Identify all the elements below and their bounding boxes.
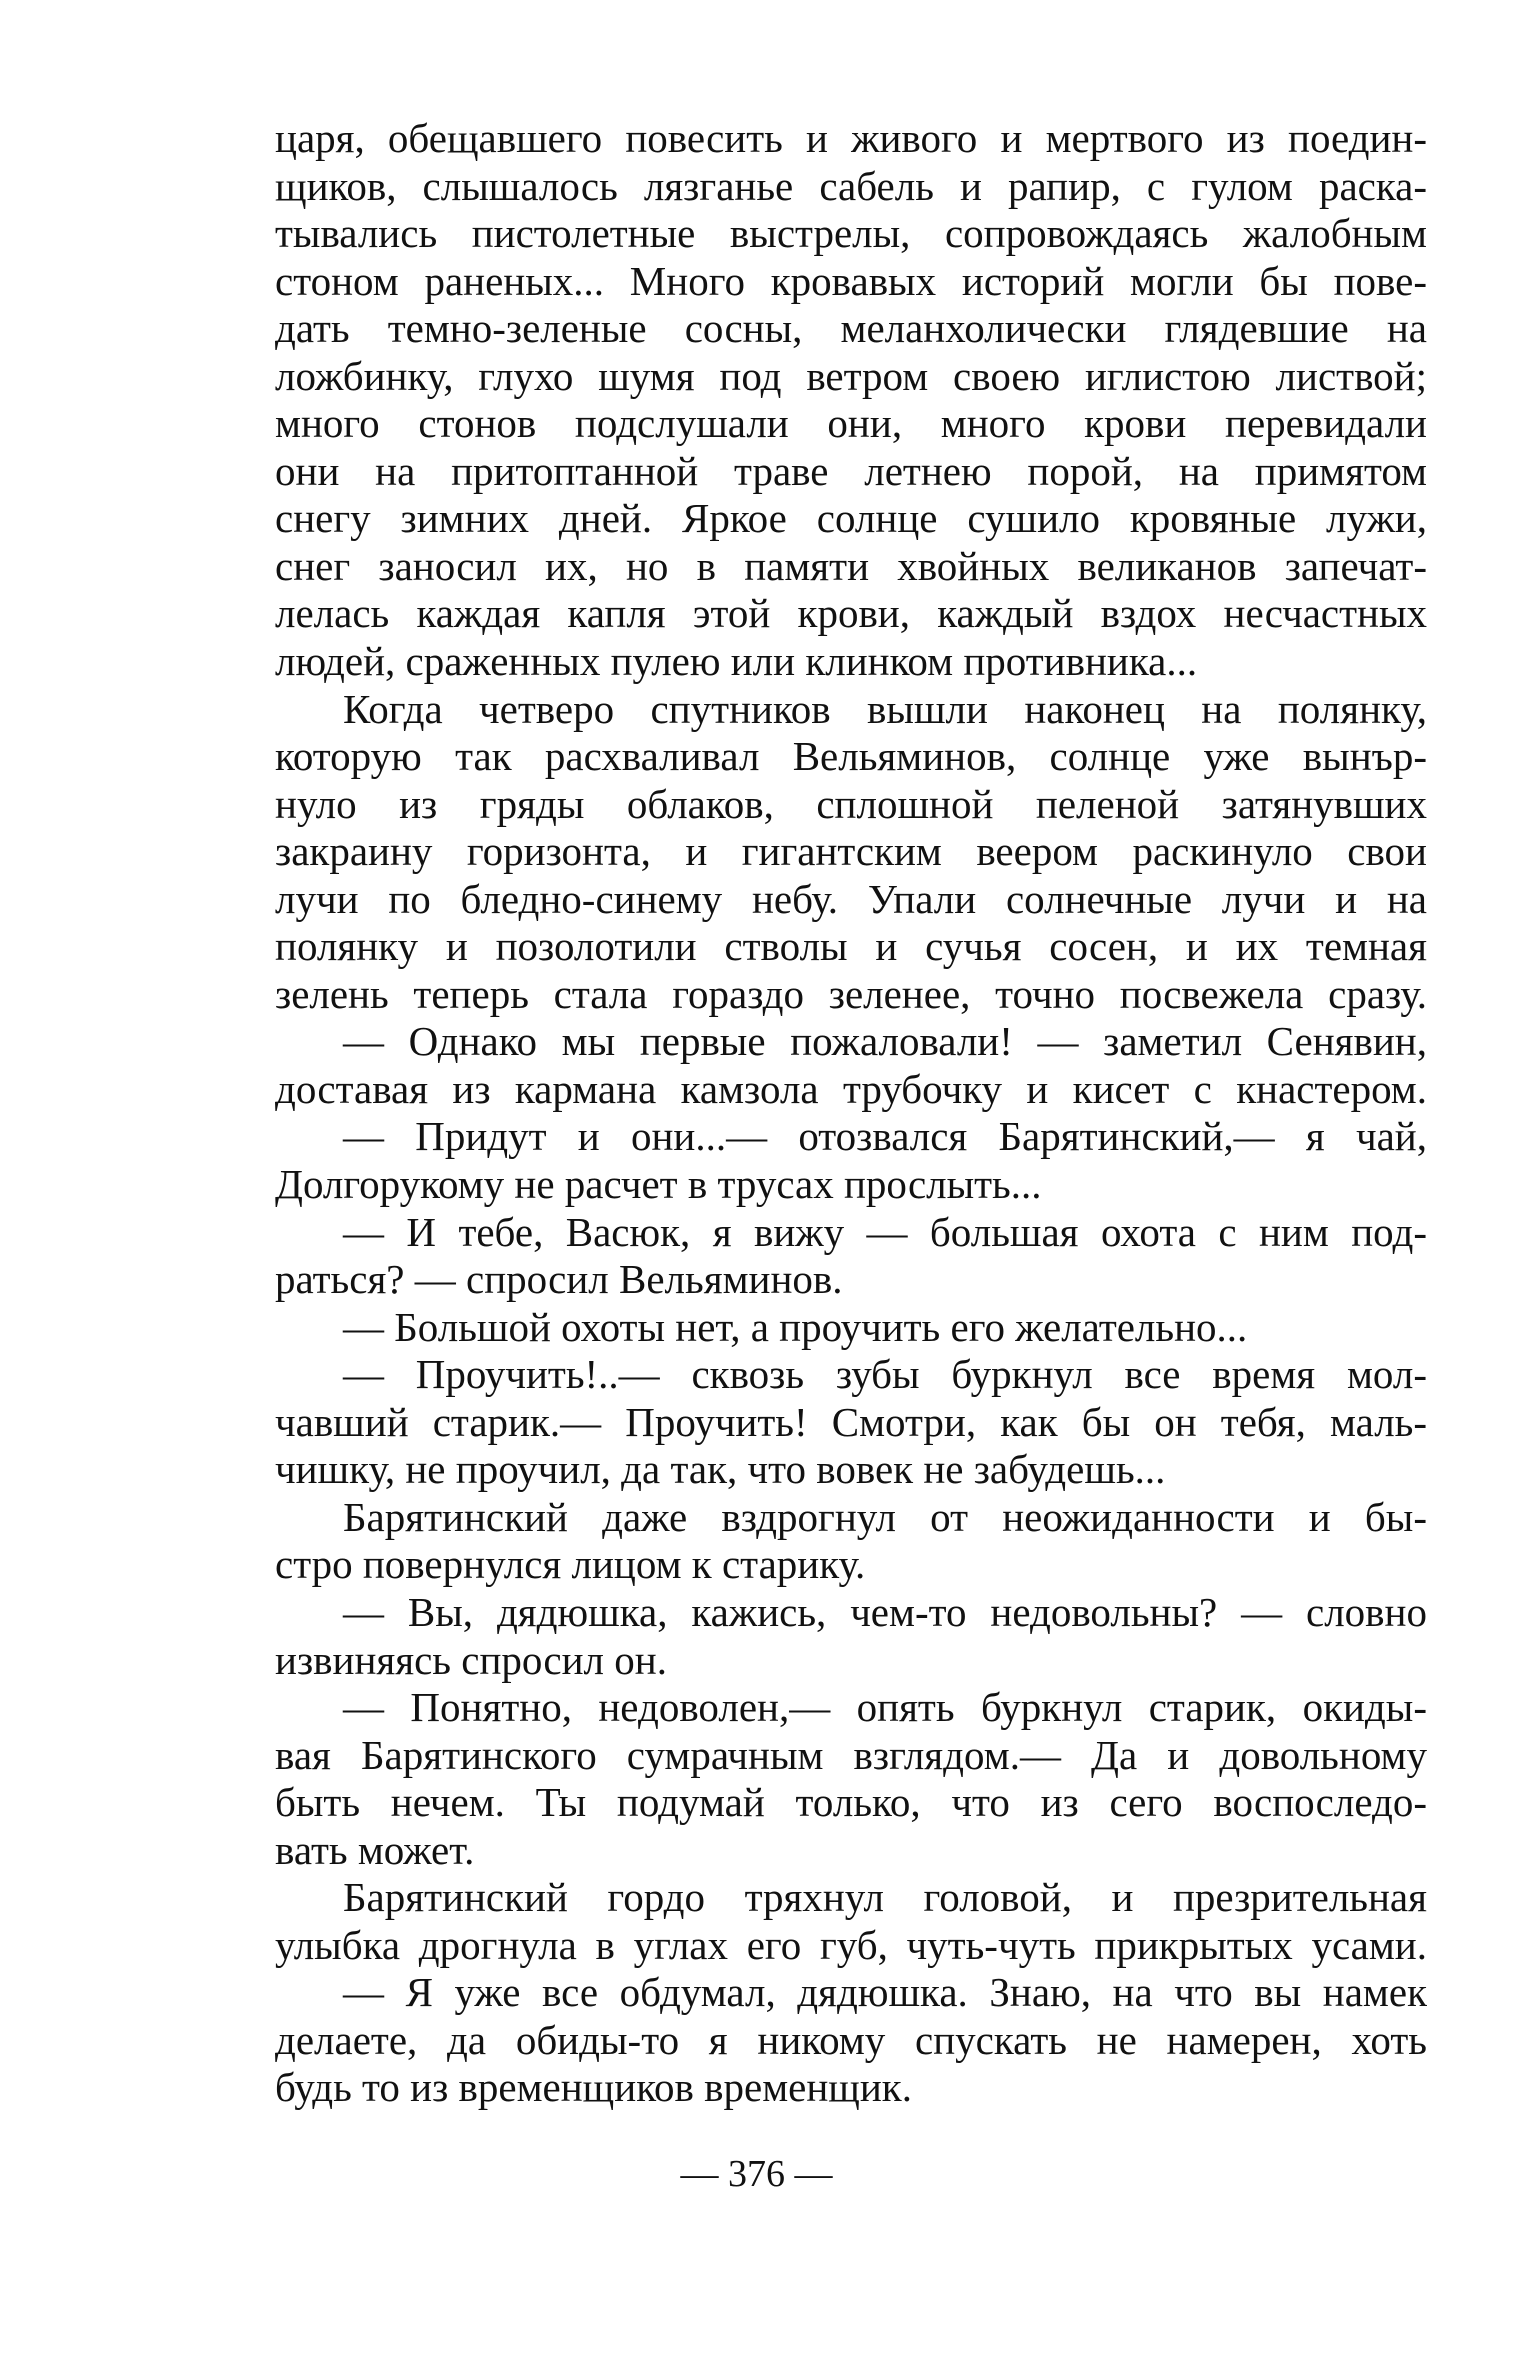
text-line: Долгорукому не расчет в трусах прослыть... xyxy=(275,1161,1042,1208)
text-line: Когда четверо спутников вышли наконец на полянку, xyxy=(343,685,1427,732)
text-line: тывались пистолетные выстрелы, сопровождаясь жалобным xyxy=(275,210,1427,257)
text-line: стро повернулся лицом к старику. xyxy=(275,1541,866,1588)
text-line: — Большой охоты нет, а проучить его желательно... xyxy=(343,1303,1248,1350)
text-line: нуло из гряды облаков, сплошной пеленой затянувших xyxy=(275,780,1427,827)
text-line: стоном раненых... Много кровавых историй могли бы пове- xyxy=(275,257,1427,304)
text-line: — Я уже все обдумал, дядюшка. Знаю, на что вы намек xyxy=(343,1969,1427,2016)
text-line: лучи по бледно-синему небу. Упали солнечные лучи и на xyxy=(275,875,1427,922)
text-line: полянку и позолотили стволы и сучья сосен, и их темная xyxy=(275,923,1427,970)
text-line: — Проучить!..— сквозь зубы буркнул все время мол- xyxy=(343,1351,1427,1398)
text-line: вать может. xyxy=(275,1826,475,1873)
text-line: — Однако мы первые пожаловали! — заметил Сенявин, xyxy=(343,1018,1427,1065)
text-line: снегу зимних дней. Яркое солнце сушило кровяные лужи, xyxy=(275,495,1427,542)
text-line: людей, сраженных пулею или клинком противника... xyxy=(275,638,1198,685)
text-line: вая Барятинского сумрачным взглядом.— Да и довольному xyxy=(275,1731,1427,1778)
text-line: — Придут и они...— отозвался Барятинский,— я чай, xyxy=(343,1113,1427,1160)
text-line: — Вы, дядюшка, кажись, чем-то недовольны? — словно xyxy=(343,1588,1427,1635)
text-line: Барятинский гордо тряхнул головой, и презрительная xyxy=(343,1874,1427,1921)
text-line: они на притоптанной траве летнею порой, на примятом xyxy=(275,447,1427,494)
text-line: — И тебе, Васюк, я вижу — большая охота с ним под- xyxy=(343,1208,1427,1255)
text-line: — Понятно, недоволен,— опять буркнул старик, окиды- xyxy=(343,1684,1427,1731)
text-line: лелась каждая капля этой крови, каждый вздох несчастных xyxy=(275,590,1427,637)
text-line: царя, обещавшего повесить и живого и мертвого из поедин- xyxy=(275,115,1427,161)
text-line: зелень теперь стала гораздо зеленее, точно посвежела сразу. xyxy=(275,970,1427,1017)
text-line: делаете, да обиды-то я никому спускать не намерен, хоть xyxy=(275,2016,1427,2063)
text-line: много стонов подслушали они, много крови перевидали xyxy=(275,400,1427,447)
text-line: раться? — спросил Вельяминов. xyxy=(275,1256,843,1303)
body-text xyxy=(275,115,1427,2112)
text-line: улыбка дрогнула в углах его губ, чуть-чуть прикрытых усами. xyxy=(275,1921,1427,1968)
text-line: которую так расхваливал Вельяминов, солнце уже вынър- xyxy=(275,733,1427,780)
text-line: Барятинский даже вздрогнул от неожиданности и бы- xyxy=(343,1493,1427,1540)
text-line: быть нечем. Ты подумай только, что из сего воспоследо- xyxy=(275,1779,1427,1826)
text-line: чавший старик.— Проучить! Смотри, как бы он тебя, маль- xyxy=(275,1398,1427,1445)
text-line: чишку, не проучил, да так, что вовек не забудешь... xyxy=(275,1446,1166,1493)
text-line: снег заносил их, но в памяти хвойных великанов запечат- xyxy=(275,542,1427,589)
text-line: дать темно-зеленые сосны, меланхолически глядевшие на xyxy=(275,305,1427,352)
text-line: ложбинку, глухо шумя под ветром своею иглистою листвой; xyxy=(275,352,1427,399)
text-line: доставая из кармана камзола трубочку и кисет с кнастером. xyxy=(275,1065,1427,1112)
text-line: извиняясь спросил он. xyxy=(275,1636,667,1683)
page-number: — 376 — xyxy=(680,2153,833,2195)
text-line: закраину горизонта, и гигантским веером раскинуло свои xyxy=(275,828,1427,875)
text-line: щиков, слышалось лязганье сабель и рапир, с гулом раска- xyxy=(275,162,1427,209)
text-line: будь то из временщиков временщик. xyxy=(275,2064,912,2111)
